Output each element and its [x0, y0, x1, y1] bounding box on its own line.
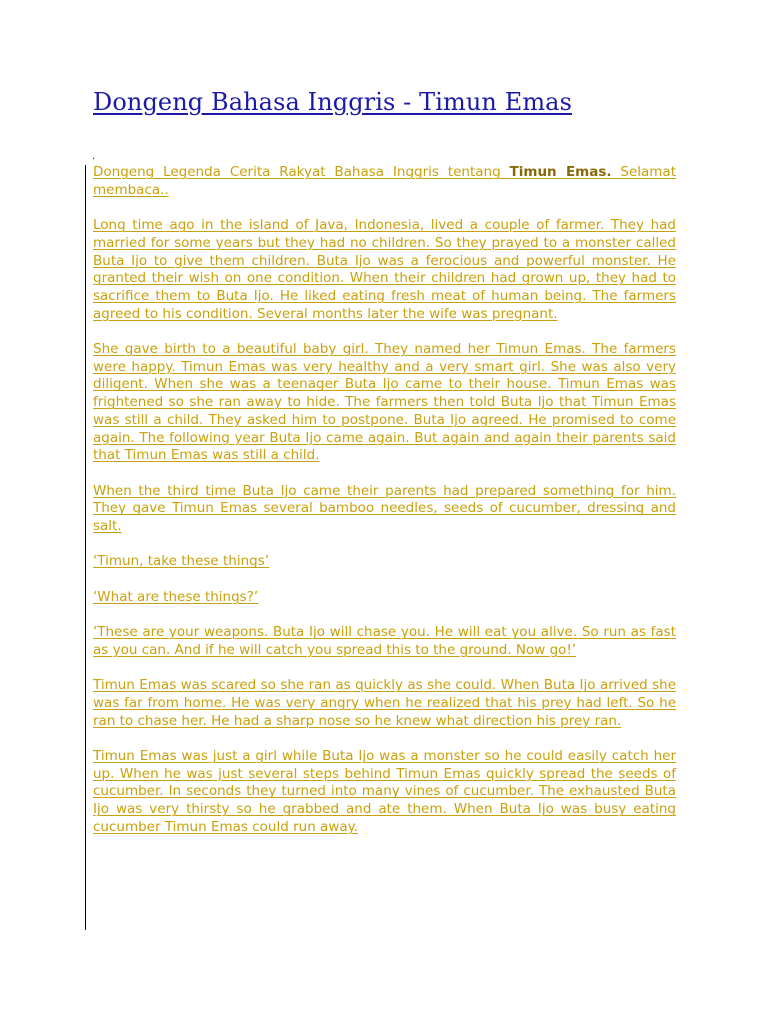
- story-paragraph-7[interactable]: Timun Emas was scared so she ran as quickly as she could. When Buta Ijo arrived she was far from home. He was very angry when he realized that his prey had left. So he ran to chase her. He had a sharp nose so he knew what direction his prey ran.: [93, 677, 676, 729]
- story-paragraph-3[interactable]: When the third time Buta Ijo came their parents had prepared something for him. They gave Timun Emas several bamboo needles, seeds of cucumber, dressing and salt.: [93, 482, 676, 535]
- dot-marker: .: [92, 151, 96, 162]
- intro-tail: Selamat membaca..: [93, 164, 676, 198]
- story-paragraph-6[interactable]: ‘These are your weapons. Buta Ijo will chase you. He will eat you alive. So run as fast as you can. And if he will catch you spread this to the ground. Now go!’: [93, 624, 676, 658]
- story-paragraph-2[interactable]: She gave birth to a beautiful baby girl. They named her Timun Emas. The farmers were happy. Timun Emas was very healthy and a very smart girl. She was also very diligent. When she was a teenager Buta Ijo came to their house. Timun Emas was frightened so she ran away to hide. The farmers then told Buta Ijo that Timun Emas was still a child. They asked him to postpone. Buta Ijo agreed. He promised to come again. The following year Buta Ijo came again. But again and again their parents said that Timun Emas was still a child.: [93, 341, 676, 464]
- intro-lead: Dongeng Legenda Cerita Rakyat Bahasa Inggris tentang: [93, 164, 510, 180]
- story-paragraph-4[interactable]: ‘Timun, take these things’: [93, 553, 270, 570]
- story-paragraph-5[interactable]: ‘What are these things?’: [93, 588, 259, 605]
- story-paragraph-1[interactable]: Long time ago in the island of Java, Indonesia, lived a couple of farmer. They had married for some years but they had no children. So they prayed to a monster called Buta Ijo to give them children. Buta Ijo was a ferocious and powerful monster. He granted their wish on one condition. When their children had grown up, they had to sacrifice them to Buta Ijo. He liked eating fresh meat of human being. The farmers agreed to his condition. Several months later the wife was pregnant.: [93, 217, 676, 322]
- page-title[interactable]: Dongeng Bahasa Inggris - Timun Emas: [93, 88, 573, 116]
- story-paragraph-8[interactable]: Timun Emas was just a girl while Buta Ijo was a monster so he could easily catch her up. When he was just several steps behind Timun Emas quickly spread the seeds of cucumber. In seconds they turned into many vines of cucumber. The exhausted Buta Ijo was very thirsty so he grabbed and ate them. When Buta Ijo was busy eating cucumber Timun Emas could run away.: [93, 748, 676, 835]
- intro-bold-title: Timun Emas.: [509, 164, 612, 180]
- intro-paragraph[interactable]: [93, 164, 676, 199]
- story-body: [93, 164, 676, 837]
- left-margin-rule: [85, 165, 86, 930]
